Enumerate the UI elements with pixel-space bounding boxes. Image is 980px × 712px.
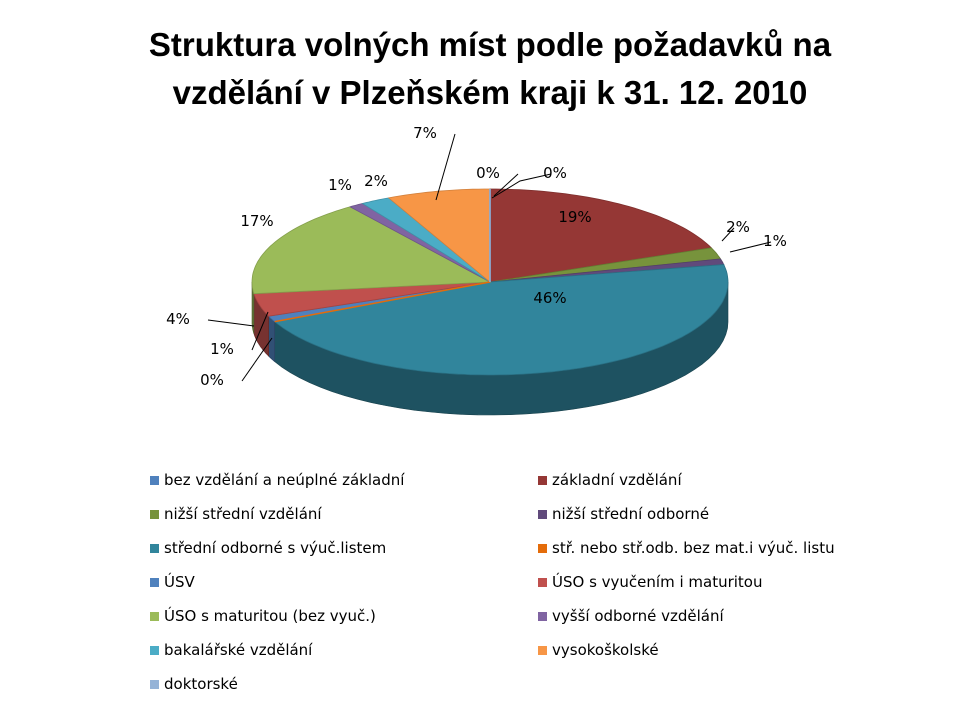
pie-slices (252, 189, 728, 415)
data-label-6: 1% (210, 340, 234, 358)
legend-label-1: základní vzdělání (552, 471, 682, 489)
data-label-7: 4% (166, 310, 190, 328)
leader-line-12 (242, 338, 272, 381)
chart-title-line-1: Struktura volných míst podle požadavků na (148, 26, 832, 63)
data-label-3: 1% (763, 232, 787, 250)
legend-label-6: ÚSV (164, 573, 195, 591)
legend-label-5: stř. nebo stř.odb. bez mat.i výuč. listu (552, 539, 835, 557)
legend-label-10: bakalářské vzdělání (164, 641, 313, 659)
legend-label-9: vyšší odborné vzdělání (552, 607, 724, 625)
data-label-4: 46% (533, 289, 567, 307)
legend-label-8: ÚSO s maturitou (bez vyuč.) (164, 607, 376, 625)
leader-line-7 (208, 320, 254, 326)
data-label-9: 1% (328, 176, 352, 194)
data-label-2: 2% (726, 218, 750, 236)
data-label-1: 19% (558, 208, 592, 226)
legend-label-12: doktorské (164, 675, 238, 693)
data-label-5: 0% (543, 164, 567, 182)
legend-label-7: ÚSO s vyučením i maturitou (552, 573, 763, 591)
chart-title-line-2: vzdělání v Plzeňském kraji k 31. 12. 2010 (172, 74, 808, 111)
data-label-11: 7% (413, 124, 437, 142)
legend-label-2: nižší střední vzdělání (164, 505, 322, 523)
data-label-12: 0% (200, 371, 224, 389)
data-label-10: 2% (364, 172, 388, 190)
legend-label-3: nižší střední odborné (552, 505, 710, 523)
legend-label-0: bez vzdělání a neúplné základní (164, 471, 405, 489)
data-label-0: 0% (476, 164, 500, 182)
legend-label-11: vysokoškolské (552, 641, 659, 659)
data-label-8: 17% (240, 212, 274, 230)
legend-label-4: střední odborné s výuč.listem (164, 539, 387, 557)
